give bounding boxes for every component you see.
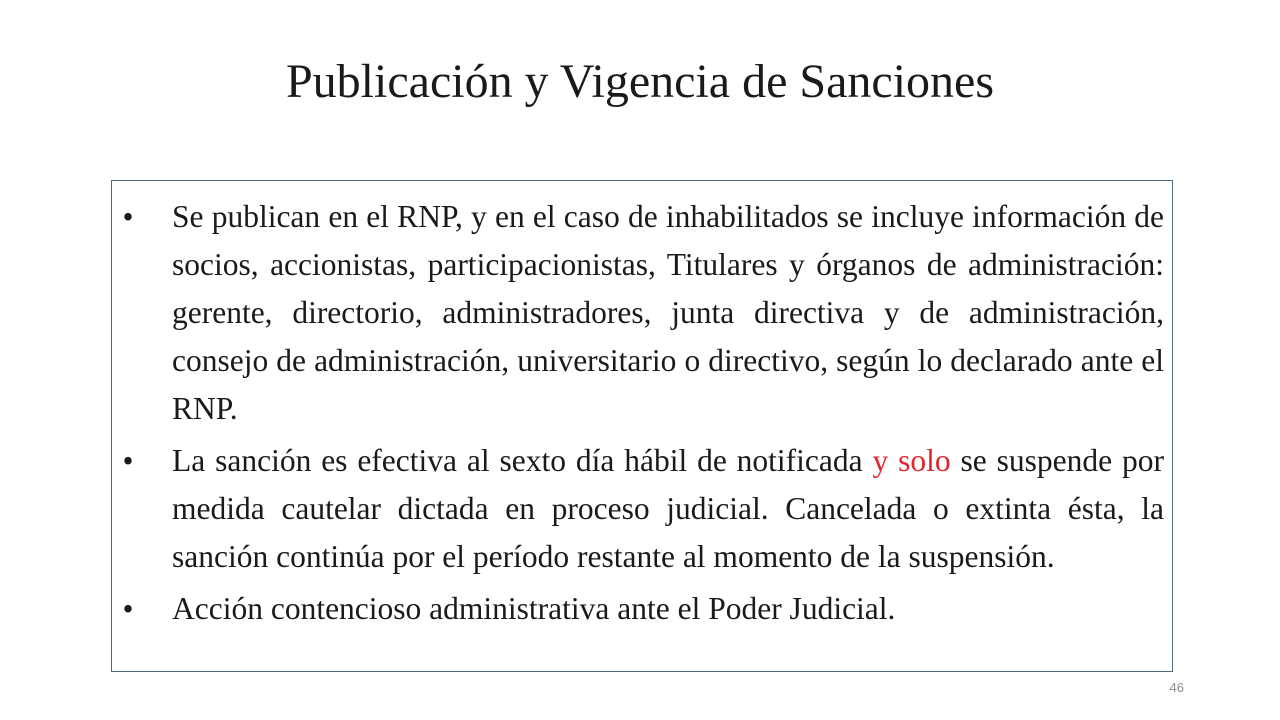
content-box (111, 180, 1173, 672)
bullet-text: Se publican en el RNP, y en el caso de inhabilitados se incluye información de socios, accionistas, participacionistas, Titulares y órganos de administración: gerente, directorio, administradores, junta directiva y de administración, consejo de administración, universitario o directivo, según lo declarado ante el RNP. (172, 199, 1164, 426)
bullet-item-effectiveness (112, 437, 1174, 581)
bullet-icon: • (122, 591, 134, 626)
bullet-icon: • (122, 443, 134, 478)
bullet-icon: • (122, 199, 134, 234)
bullet-text-highlight: y solo (872, 443, 951, 478)
bullet-list (112, 193, 1174, 637)
page-number: 46 (1169, 680, 1184, 695)
bullet-text: Acción contencioso administrativa ante el Poder Judicial. (172, 591, 896, 626)
bullet-item-action (112, 585, 1174, 633)
slide-title: Publicación y Vigencia de Sanciones (285, 55, 995, 108)
bullet-text-after: se suspende por medida cautelar dictada en proceso judicial. Cancelada o extinta ésta, la sanción continúa por el período restante al momento de la suspensión. (172, 443, 1164, 574)
bullet-text-before: La sanción es efectiva al sexto día hábil de notificada (172, 443, 873, 478)
bullet-item-publication (112, 193, 1174, 433)
